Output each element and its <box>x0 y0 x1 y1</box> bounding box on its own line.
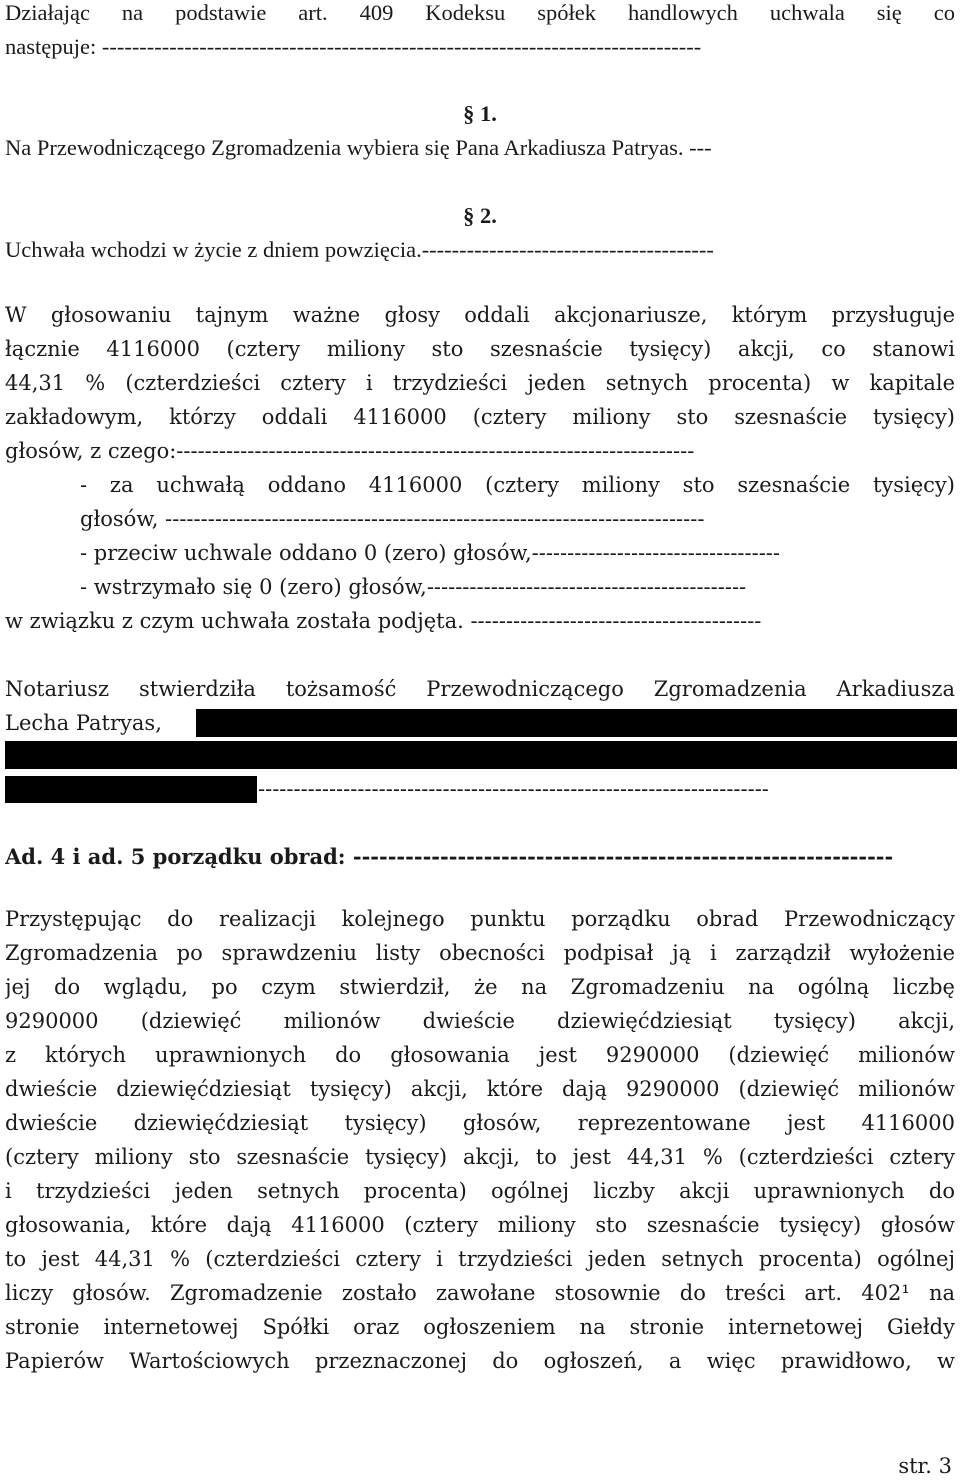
redaction-bar <box>5 776 257 803</box>
body-line: (cztery miliony sto szesnaście tysięcy) akcji, to jest 44,31 % (czterdzieści cztery <box>5 1145 955 1169</box>
section-2-text: Uchwała wchodzi w życie z dniem powzięcia.--------------------------------------- <box>5 237 714 262</box>
intro-line-1: Działając na podstawie art. 409 Kodeksu spółek handlowych uchwala się co <box>5 0 955 25</box>
votes-abstain: - wstrzymało się 0 (zero) głosów,--------------------------------------------- <box>80 575 747 599</box>
voting-line-1: W głosowaniu tajnym ważne głosy oddali akcjonariusze, którym przysługuje <box>5 303 955 327</box>
voting-line-4: zakładowym, którzy oddali 4116000 (cztery miliony sto szesnaście tysięcy) <box>5 405 955 429</box>
notary-dashes: ------------------------------------------------------------------------ <box>258 777 769 801</box>
voting-line-3: 44,31 % (czterdzieści cztery i trzydzieści jeden setnych procenta) w kapitale <box>5 371 955 395</box>
notary-line-2: Lecha Patryas, <box>5 711 162 735</box>
body-line: Papierów Wartościowych przeznaczonej do ogłoszeń, a więc prawidłowo, w <box>5 1349 955 1373</box>
voting-line-2: łącznie 4116000 (cztery miliony sto szesnaście tysięcy) akcji, co stanowi <box>5 337 955 361</box>
body-line: 9290000 (dziewięć milionów dwieście dziewięćdziesiąt tysięcy) akcji, <box>5 1009 955 1033</box>
body-line: i trzydzieści jeden setnych procenta) ogólnej liczby akcji uprawnionych do <box>5 1179 955 1203</box>
body-line: jej do wglądu, po czym stwierdził, że na Zgromadzeniu na ogólną liczbę <box>5 975 955 999</box>
section-1-heading: § 1. <box>463 101 497 126</box>
agenda-heading: Ad. 4 i ad. 5 porządku obrad: -------------------------------------------------------------- <box>5 844 894 869</box>
body-line: dwieście dziewięćdziesiąt tysięcy) głosów, reprezentowane jest 4116000 <box>5 1111 955 1135</box>
section-1-text: Na Przewodniczącego Zgromadzenia wybiera się Pana Arkadiusza Patryas. --- <box>5 135 712 160</box>
redaction-bar <box>5 741 957 769</box>
voting-result: w związku z czym uchwała została podjęta. ----------------------------------------- <box>5 609 762 633</box>
section-2-heading: § 2. <box>463 203 497 228</box>
votes-for-line-2: głosów, ---------------------------------------------------------------------------- <box>80 507 705 531</box>
notary-line-1: Notariusz stwierdziła tożsamość Przewodniczącego Zgromadzenia Arkadiusza <box>5 677 955 701</box>
body-line: głosowania, które dają 4116000 (cztery miliony sto szesnaście tysięcy) głosów <box>5 1213 955 1237</box>
votes-against: - przeciw uchwale oddano 0 (zero) głosów,----------------------------------- <box>80 541 780 565</box>
intro-line-2: następuje: -------------------------------------------------------------------------------- <box>5 34 702 59</box>
body-line: z których uprawnionych do głosowania jest 9290000 (dziewięć milionów <box>5 1043 955 1067</box>
voting-line-5: głosów, z czego:------------------------------------------------------------------------- <box>5 439 695 463</box>
body-line: stronie internetowej Spółki oraz ogłoszeniem na stronie internetowej Giełdy <box>5 1315 955 1339</box>
votes-for-line-1: - za uchwałą oddano 4116000 (cztery miliony sto szesnaście tysięcy) <box>80 473 955 497</box>
page-number: str. 3 <box>898 1454 952 1478</box>
body-line: to jest 44,31 % (czterdzieści cztery i trzydzieści jeden setnych procenta) ogólnej <box>5 1247 955 1271</box>
body-line: dwieście dziewięćdziesiąt tysięcy) akcji, które dają 9290000 (dziewięć milionów <box>5 1077 955 1101</box>
body-line: Przystępując do realizacji kolejnego punktu porządku obrad Przewodniczący <box>5 907 955 931</box>
body-line: liczy głosów. Zgromadzenie zostało zawołane stosownie do treści art. 402¹ na <box>5 1281 955 1305</box>
body-line: Zgromadzenia po sprawdzeniu listy obecności podpisał ją i zarządził wyłożenie <box>5 941 955 965</box>
redaction-bar <box>196 709 957 737</box>
